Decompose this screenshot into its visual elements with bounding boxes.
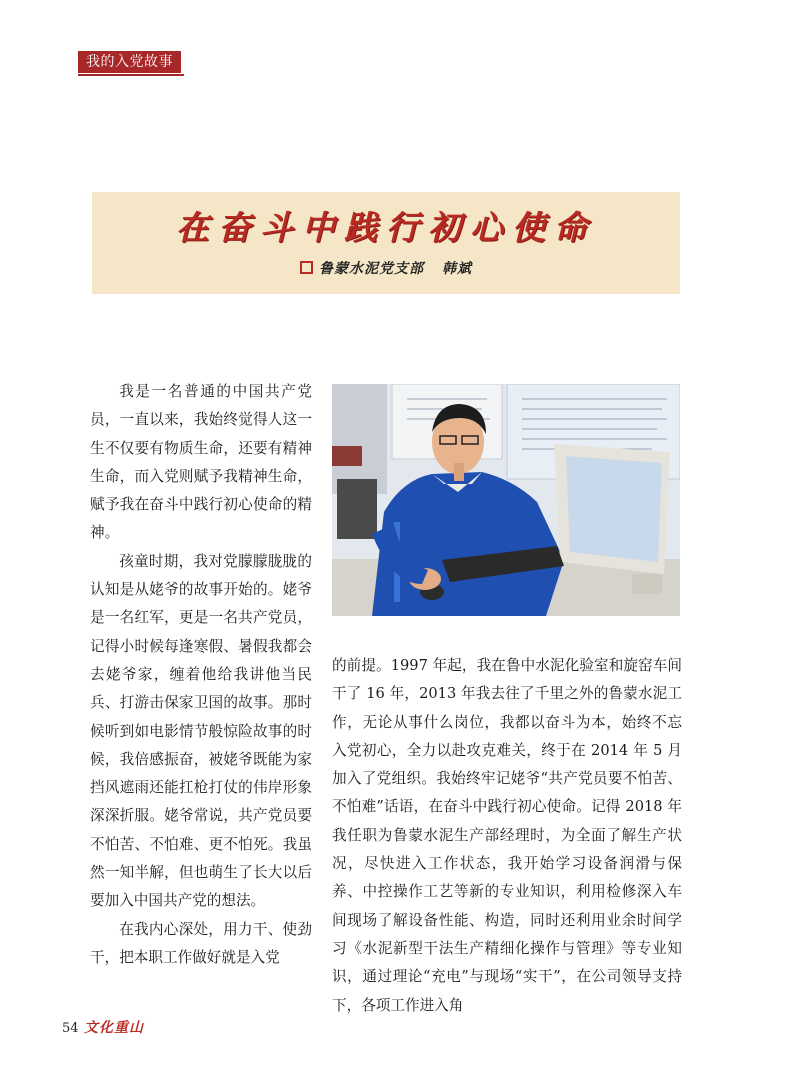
right-column [332,652,682,1020]
paragraph-3-continued: 的前提。1997 年起，我在鲁中水泥化验室和旋窑车间干了 16 年，2013 年我去往了千里之外的鲁蒙水泥工作，无论从事什么岗位，我都以奋斗为本，始终不忘入党初心，全力以赴攻克难关，终于在 2014 年 5 月加入了党组织。我始终牢记姥爷“共产党员要不怕苦、不怕难”话语，在奋斗中践行初心使命。记得 2018 年我任职为鲁蒙水泥生产部经理时，为全面了解生产状况，尽快进入工作状态，我开始学习设备润滑与保养、中控操作工艺等新的专业知识，利用检修深入车间现场了解设备性能、构造，同时还利用业余时间学习《水泥新型干法生产精细化操作与管理》等专业知识，通过理论“充电”与现场“实干”，在公司领导支持下，各项工作进入角 [332,657,682,1014]
title-band [92,192,680,294]
paragraph-1: 我是一名普通的中国共产党员，一直以来，我始终觉得人这一生不仅要有物质生命，还要有精神生命，而入党则赋予我精神生命，赋予我在奋斗中践行初心使命的精神。 [90,383,312,542]
article-title: 在奋斗中践行初心使命 [176,208,596,247]
paragraph-2: 孩童时期，我对党朦朦胧胧的认知是从姥爷的故事开始的。姥爷是一名红军，更是一名共产党员，记得小时候每逢寒假、暑假我都会去姥爷家，缠着他给我讲他当民兵、打游击保家卫国的故事。那时候听到如电影情节般惊险故事的时候，我倍感振奋，被姥爷既能为家挡风遮雨还能扛枪打仗的伟岸形象深深折服。姥爷常说，共产党员要不怕苦、不怕难、更不怕死。我虽然一知半解，但也萌生了长大以后要加入中国共产党的想法。 [90,552,312,910]
section-rule [78,74,184,76]
left-column [90,378,312,972]
byline-unit: 鲁蒙水泥党支部 [319,261,424,277]
photo-man-at-computer [332,384,680,616]
byline [92,258,680,278]
magazine-logo: 文化重山 [84,1020,144,1036]
page-number: 54 [62,1021,79,1036]
paragraph-3: 在我内心深处，用力干、使劲干，把本职工作做好就是入党 [90,920,312,966]
byline-square-icon [300,261,313,274]
article-photo [332,384,680,616]
section-tag: 我的入党故事 [78,51,181,73]
byline-author: 韩斌 [442,261,472,277]
